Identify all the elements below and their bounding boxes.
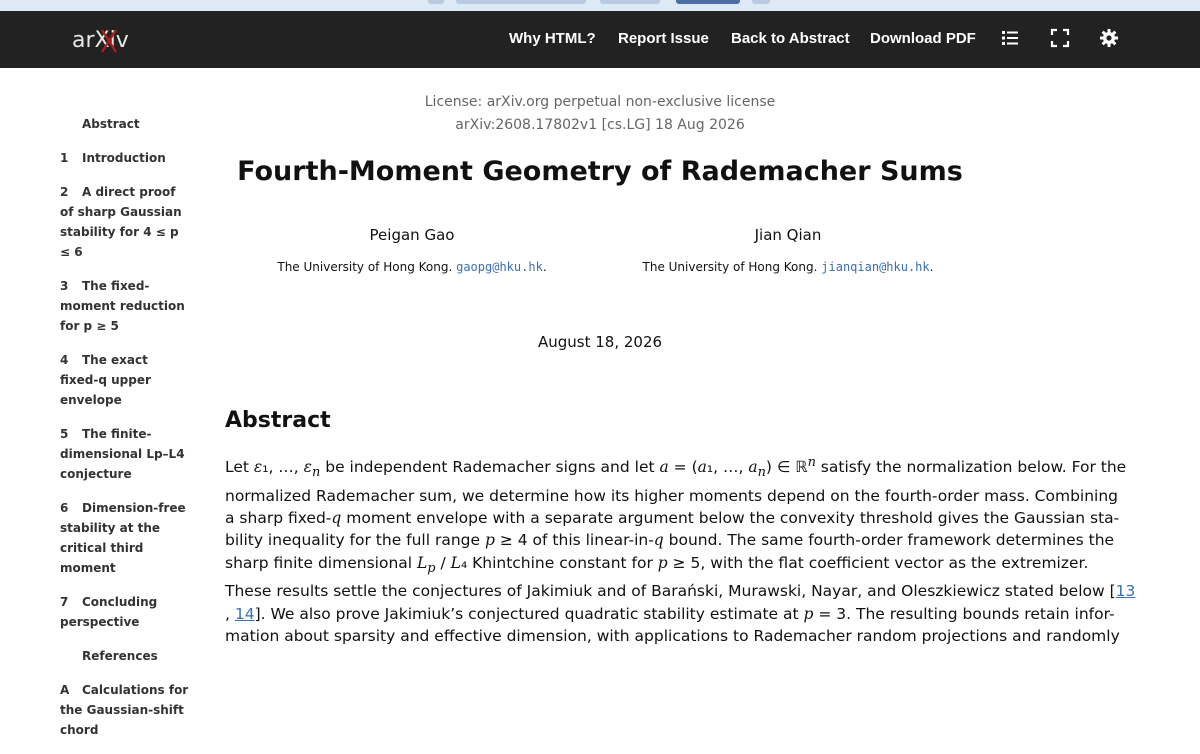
abstract-line: , 14]. We also prove Jakimiuk’s conjectured quadratic stability estimate at p = 3. The resulting bounds retain infor- bbox=[225, 604, 1115, 623]
author-email[interactable]: jianqian@hku.hk bbox=[821, 260, 930, 274]
publication-date: August 18, 2026 bbox=[537, 333, 663, 351]
toc-item-finite-dimensional[interactable] bbox=[60, 424, 190, 484]
toc-item-number: 6 bbox=[60, 501, 69, 515]
why-html-link[interactable]: Why HTML? bbox=[509, 30, 596, 47]
paper-title: Fourth-Moment Geometry of Rademacher Sums bbox=[237, 156, 963, 187]
top-navbar bbox=[0, 11, 1200, 68]
author-name: Peigan Gao bbox=[369, 226, 455, 244]
fullscreen-icon[interactable] bbox=[1049, 27, 1071, 49]
toc-abstract[interactable]: Abstract bbox=[82, 117, 140, 131]
toc-item-number: 3 bbox=[60, 279, 69, 293]
toc-references[interactable]: References bbox=[82, 649, 158, 663]
author-email[interactable]: gaopg@hku.hk bbox=[456, 260, 543, 274]
browser-banner-strip bbox=[0, 0, 1200, 11]
abstract-line: mation about sparsity and effective dimension, with applications to Rademacher random projections and randomly bbox=[225, 627, 1120, 646]
toc-list-icon[interactable] bbox=[999, 27, 1021, 49]
back-to-abstract-link[interactable]: Back to Abstract bbox=[731, 30, 850, 47]
toc-item-upper-envelope[interactable] bbox=[60, 350, 190, 410]
toc-item-number: 1 bbox=[60, 151, 69, 165]
citation-link[interactable]: 13 bbox=[1115, 582, 1136, 601]
arxiv-identifier: arXiv:2608.17802v1 [cs.LG] 18 Aug 2026 bbox=[455, 117, 745, 133]
settings-icon[interactable] bbox=[1098, 27, 1120, 49]
abstract-line: a sharp fixed-q moment envelope with a separate argument below the convexity threshold gives the Gaussian sta- bbox=[225, 509, 1120, 528]
arxiv-logo[interactable] bbox=[72, 24, 144, 56]
license-text: License: arXiv.org perpetual non-exclusive license bbox=[424, 94, 776, 110]
citation-link[interactable]: 14 bbox=[234, 604, 255, 623]
abstract-body bbox=[225, 452, 1136, 648]
toc-item-number: 2 bbox=[60, 185, 69, 199]
toc-item-label: Calculations for the Gaussian-shift chord bbox=[60, 683, 189, 737]
toc-item-label: Concluding perspective bbox=[60, 595, 158, 629]
author-affiliation: The University of Hong Kong. gaopg@hku.hk. bbox=[277, 260, 547, 274]
toc-item-label: The exact fixed-q upper envelope bbox=[60, 353, 151, 407]
abstract-line: normalized Rademacher sum, we determine how its higher moments depend on the fourth-order mass. Combining bbox=[225, 486, 1119, 505]
toc-item-label: The finite-dimensional Lp–L4 conjecture bbox=[60, 427, 185, 481]
abstract-line: Let ε₁, …, $\varepsilon_n$ be independent Rademacher signs and let a = (a₁, …, $a_n$) ∈ ℝ$^n$ satisfy the normalization below. For the bbox=[225, 455, 1127, 481]
toc-item-number: 7 bbox=[60, 595, 69, 609]
affiliation-text: The University of Hong Kong. bbox=[642, 260, 818, 274]
toc-item-gaussian-stability[interactable] bbox=[60, 182, 190, 262]
toc-item-label: Dimension-free stability at the critical third moment bbox=[60, 501, 186, 575]
affiliation-text: The University of Hong Kong. bbox=[277, 260, 453, 274]
toc-item-label: A direct proof of sharp Gaussian stability for 4 ≤ p ≤ 6 bbox=[60, 185, 182, 259]
abstract-line: bility inequality for the full range p ≥ 4 of this linear-in-q bound. The same fourth-order framework determines the bbox=[225, 531, 1115, 550]
arxiv-logo-text: arXiv bbox=[72, 28, 129, 53]
author-affiliation: The University of Hong Kong. jianqian@hku.hk. bbox=[642, 260, 934, 274]
toc-item-label: The fixed-moment reduction for p ≥ 5 bbox=[60, 279, 185, 333]
abstract-heading: Abstract bbox=[225, 408, 331, 433]
toc-item-number: 4 bbox=[60, 353, 69, 367]
toc-item-label: Introduction bbox=[82, 151, 166, 165]
toc-item-concluding[interactable] bbox=[60, 592, 190, 632]
toc-item-number: A bbox=[60, 683, 70, 697]
table-of-contents bbox=[60, 114, 190, 754]
report-issue-link[interactable]: Report Issue bbox=[618, 30, 709, 47]
toc-item-number: 5 bbox=[60, 427, 69, 441]
toc-item-fixed-moment-reduction[interactable] bbox=[60, 276, 190, 336]
abstract-line: These results settle the conjectures of Jakimiuk and of Barański, Murawski, Nayar, and Oleszkiewicz stated below [13 bbox=[225, 582, 1136, 601]
toc-item-dimension-free[interactable] bbox=[60, 498, 190, 578]
abstract-line: sharp finite dimensional $L_p / L_4$ Khintchine constant for p ≥ 5, with the flat coefficient vector as the extremizer. bbox=[225, 553, 1089, 576]
author-block bbox=[232, 226, 592, 274]
author-name: Jian Qian bbox=[754, 226, 822, 244]
download-pdf-link[interactable]: Download PDF bbox=[870, 30, 976, 47]
toc-item-appendix[interactable] bbox=[60, 680, 190, 740]
author-block bbox=[608, 226, 968, 274]
